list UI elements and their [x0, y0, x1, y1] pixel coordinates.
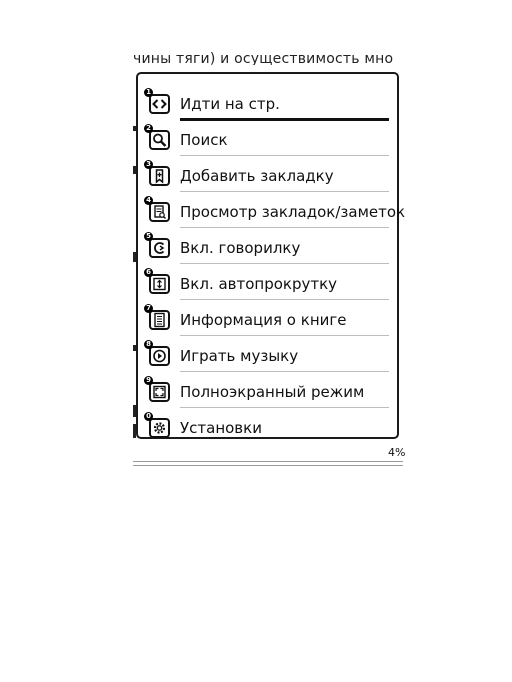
menu-item-autoscroll[interactable] — [138, 264, 397, 300]
reading-progress-percent: 4% — [388, 446, 406, 459]
page-divider — [133, 461, 403, 462]
bookmark-add-icon — [149, 166, 170, 186]
shortcut-number: 7 — [144, 304, 153, 313]
shortcut-number: 8 — [144, 340, 153, 349]
menu-item-book-info[interactable] — [138, 300, 397, 336]
goto-page-icon — [149, 94, 170, 114]
menu-item-label: Полноэкранный режим — [180, 383, 365, 401]
shortcut-number: 6 — [144, 268, 153, 277]
menu-item-goto-page[interactable] — [138, 84, 397, 120]
menu-item-settings[interactable] — [138, 408, 397, 444]
menu-item-label: Вкл. автопрокрутку — [180, 275, 338, 293]
shortcut-number: 0 — [144, 412, 153, 421]
menu-item-text-to-speech[interactable] — [138, 228, 397, 264]
book-info-icon — [149, 310, 170, 330]
shortcut-number: 4 — [144, 196, 153, 205]
menu-item-label: Добавить закладку — [180, 167, 334, 185]
shortcut-number: 9 — [144, 376, 153, 385]
search-icon — [149, 130, 170, 150]
menu-item-label: Поиск — [180, 131, 228, 149]
menu-item-play-music[interactable] — [138, 336, 397, 372]
background-page-text: чины тяги) и осуществимость мно — [133, 51, 394, 65]
menu-item-label: Установки — [180, 419, 262, 437]
menu-item-label: Играть музыку — [180, 347, 299, 365]
text-to-speech-icon — [149, 238, 170, 258]
menu-item-fullscreen[interactable] — [138, 372, 397, 408]
autoscroll-icon — [149, 274, 170, 294]
context-menu — [136, 72, 406, 439]
shortcut-number: 1 — [144, 88, 153, 97]
play-music-icon — [149, 346, 170, 366]
menu-item-label: Просмотр закладок/заметок — [180, 203, 406, 221]
menu-item-add-bookmark[interactable] — [138, 156, 397, 192]
menu-item-label: Вкл. говорилку — [180, 239, 301, 257]
menu-item-view-bookmarks[interactable] — [138, 192, 406, 228]
shortcut-number: 2 — [144, 124, 153, 133]
settings-gear-icon — [149, 418, 170, 438]
shortcut-number: 3 — [144, 160, 153, 169]
page-divider — [133, 465, 403, 466]
fullscreen-icon — [149, 382, 170, 402]
menu-item-label: Информация о книге — [180, 311, 347, 329]
menu-item-label: Идти на стр. — [180, 95, 280, 113]
shortcut-number: 5 — [144, 232, 153, 241]
menu-item-search[interactable] — [138, 120, 397, 156]
bookmarks-view-icon — [149, 202, 170, 222]
